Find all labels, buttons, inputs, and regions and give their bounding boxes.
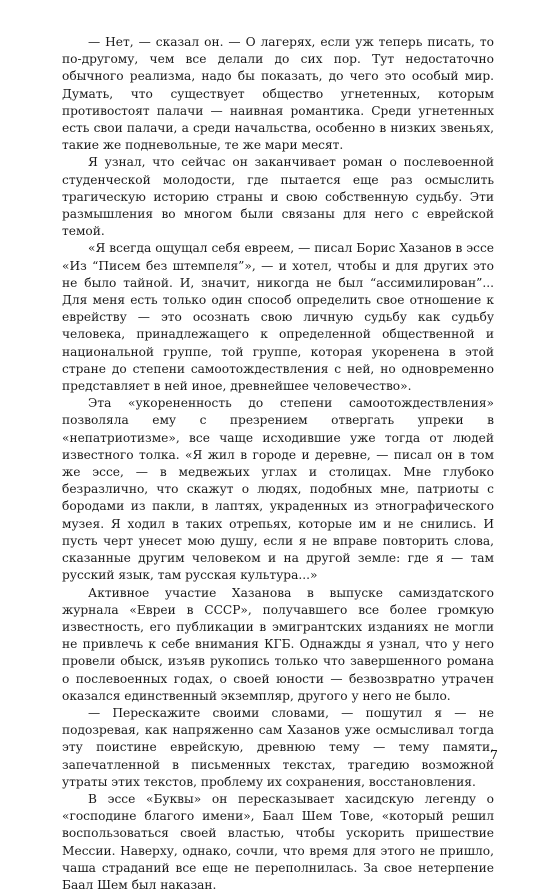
- paragraph-2: Я узнал, что сейчас он заканчивает роман о послевоенной студенческой молодости, где пытается еще раз осмыслить трагическую историю страны и свою собственную судьбу. Эти размышления во многом были связаны для него с еврейской темой.: [62, 155, 494, 239]
- page-text: [62, 34, 494, 894]
- paragraph-3: «Я всегда ощущал себя евреем, — писал Борис Хазанов в эссе «Из “Писем без штемпеля”», — и хотел, чтобы и для других это не было тайной. И, значит, никогда не был “ассимилирован”... Для меня есть только один способ определить свое отношение к еврейству — это осознать свою личную судьбу как судьбу человека, принадлежащего к определенной общественной и национальной группе, той группе, которая укоренена в этой стране до степени самоотождествления с ней, но одновременно представляет в ней иное, древнейшее человечество».: [62, 241, 494, 394]
- page-number: 7: [490, 747, 498, 762]
- paragraph-5: Активное участие Хазанова в выпуске самиздатского журнала «Евреи в СССР», получавшего все более громкую известность, его публикации в эмигрантских изданиях не могли не привлечь к себе внимания КГБ. Однажды я узнал, что у него провели обыск, изъяв рукопись только что завершенного романа о послевоенных годах, о своей юности — безвозвратно утрачен оказался единственный экземпляр, другого у него не было.: [62, 585, 494, 703]
- paragraph-1: — Нет, — сказал он. — О лагерях, если уж теперь писать, то по-другому, чем все делали до сих пор. Тут недостаточно обычного реализма, надо бы показать, до чего это особый мир. Думать, что существует общество угнетенных, которым противостоят палачи — наивная романтика. Среди угнетенных есть свои палачи, а среди начальства, особенно в низких звеньях, такие же подневольные, те же мари месят.: [62, 35, 494, 153]
- paragraph-6: — Перескажите своими словами, — пошутил я — не подозревая, как напряженно сам Хазанов уже осмысливал тогда эту поистине еврейскую, древнюю тему — тему памяти, запечатленной в письменных текстах, трагедию возможной утраты этих текстов, проблему их сохранения, восстановления.: [62, 705, 494, 789]
- paragraph-4: Эта «укорененность до степени самоотождествления» позволяла ему с презрением отвергать упреки в «непатриотизме», все чаще исходившие уже тогда от людей известного толка. «Я жил в городе и деревне, — писал он в том же эссе, — в медвежьих углах и столицах. Мне глубоко безразлично, что скажут о людях, подобных мне, патриоты с бородами из пакли, в лаптях, украденных из этнографического музея. Я ходил в таких отрепьях, которые им и не снились. И пусть черт унесет мою душу, если я не вправе повторить слова, сказанные другим человеком и на другой земле: где я — там русский язык, там русская культура...»: [62, 396, 494, 583]
- paragraph-7: В эссе «Буквы» он пересказывает хасидскую легенду о «господине благого имени», Баал Шем Тове, «который решил воспользоваться своей властью, чтобы ускорить пришествие Мессии. Наверху, однако, сочли, что время для этого не пришло, чаша страданий все еще не переполнилась. За свое нетерпение Баал Шем был наказан.: [62, 791, 494, 892]
